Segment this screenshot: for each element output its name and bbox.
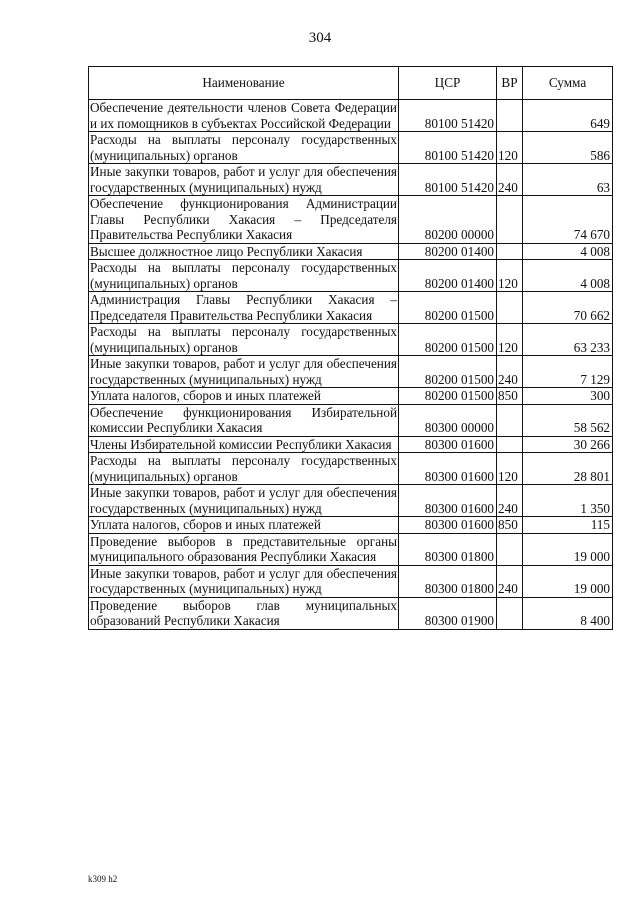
row-sum-cell: 28 801 [523,453,613,485]
row-sum-cell: 586 [523,132,613,164]
row-name-cell: Проведение выборов глав муниципальных образований Республики Хакасия [90,597,397,628]
table-row [89,356,613,388]
header-csr: ЦСР [399,67,497,100]
table-row [89,436,613,453]
row-name-cell: Расходы на выплаты персоналу государственных (муниципальных) органов [90,324,397,355]
table-row [89,260,613,292]
row-csr-cell: 80300 01800 [399,565,497,597]
table-row [89,196,613,244]
row-name-cell: Уплата налогов, сборов и иных платежей [89,388,399,405]
row-sum-cell: 19 000 [523,565,613,597]
row-vr-cell [497,100,523,132]
row-name-cell: Высшее должностное лицо Республики Хакасия [89,243,399,260]
row-sum-cell: 4 008 [523,243,613,260]
row-csr-cell: 80300 01900 [399,597,497,629]
row-sum-cell: 58 562 [523,404,613,436]
table-row [89,324,613,356]
header-sum: Сумма [523,67,613,100]
row-vr-cell: 120 [497,324,523,356]
table-row [89,388,613,405]
row-csr-cell: 80200 01400 [399,243,497,260]
row-csr-cell: 80200 00000 [399,196,497,244]
row-name-cell: Администрация Главы Республики Хакасия – Председателя Правительства Республики Хакасия [90,292,397,323]
row-sum-cell: 30 266 [523,436,613,453]
row-name-cell: Обеспечение функционирования Избирательной комиссии Республики Хакасия [90,404,397,435]
row-vr-cell: 240 [497,164,523,196]
table-body [89,100,613,630]
table-row [89,100,613,132]
row-sum-cell: 1 350 [523,485,613,517]
row-name-cell: Расходы на выплаты персоналу государственных (муниципальных) органов [90,453,397,484]
row-sum-cell: 4 008 [523,260,613,292]
row-name-cell: Иные закупки товаров, работ и услуг для обеспечения государственных (муниципальных) нужд [90,485,397,516]
row-sum-cell: 7 129 [523,356,613,388]
row-vr-cell [497,436,523,453]
row-sum-cell: 8 400 [523,597,613,629]
row-name-cell: Члены Избирательной комиссии Республики Хакасия [89,436,399,453]
row-csr-cell: 80100 51420 [399,132,497,164]
row-name-cell: Иные закупки товаров, работ и услуг для обеспечения государственных (муниципальных) нужд [90,356,397,387]
row-vr-cell [497,243,523,260]
table-row [89,243,613,260]
row-csr-cell: 80300 01800 [399,533,497,565]
table-row [89,292,613,324]
row-name-cell: Расходы на выплаты персоналу государственных (муниципальных) органов [90,260,397,291]
table-row [89,597,613,629]
row-sum-cell: 74 670 [523,196,613,244]
table-row [89,485,613,517]
table-row [89,565,613,597]
row-name-cell: Расходы на выплаты персоналу государственных (муниципальных) органов [90,132,397,163]
row-vr-cell: 240 [497,356,523,388]
row-name-cell: Проведение выборов в представительные органы муниципального образования Республики Хакасия [90,533,397,564]
row-name-cell: Обеспечение функционирования Администрации Главы Республики Хакасия – Председателя Правительства Республики Хакасия [90,196,397,242]
row-vr-cell [497,597,523,629]
row-vr-cell: 120 [497,453,523,485]
budget-table [88,66,613,630]
row-csr-cell: 80200 01500 [399,388,497,405]
row-sum-cell: 300 [523,388,613,405]
row-vr-cell: 850 [497,388,523,405]
row-csr-cell: 80300 01600 [399,453,497,485]
row-csr-cell: 80200 01500 [399,292,497,324]
table-row [89,164,613,196]
row-sum-cell: 19 000 [523,533,613,565]
table-row [89,453,613,485]
table-row [89,533,613,565]
table-header [89,67,613,100]
footer-code: k309 h2 [88,874,118,884]
row-name-cell: Иные закупки товаров, работ и услуг для обеспечения государственных (муниципальных) нужд [90,565,397,596]
row-sum-cell: 70 662 [523,292,613,324]
row-name-cell: Уплата налогов, сборов и иных платежей [89,517,399,534]
row-vr-cell: 240 [497,485,523,517]
row-csr-cell: 80200 01500 [399,356,497,388]
row-csr-cell: 80200 01500 [399,324,497,356]
row-name-cell: Иные закупки товаров, работ и услуг для обеспечения государственных (муниципальных) нужд [90,164,397,195]
row-csr-cell: 80200 01400 [399,260,497,292]
row-csr-cell: 80300 00000 [399,404,497,436]
row-vr-cell: 850 [497,517,523,534]
table-row [89,404,613,436]
header-name: Наименование [89,67,399,100]
row-csr-cell: 80300 01600 [399,517,497,534]
row-sum-cell: 63 233 [523,324,613,356]
row-vr-cell: 120 [497,260,523,292]
row-csr-cell: 80100 51420 [399,164,497,196]
table-row [89,517,613,534]
page-number: 304 [308,30,332,46]
row-vr-cell [497,404,523,436]
header-vr: ВР [497,67,523,100]
row-sum-cell: 63 [523,164,613,196]
row-vr-cell [497,292,523,324]
table-row [89,132,613,164]
header-row [89,67,613,100]
row-csr-cell: 80300 01600 [399,485,497,517]
row-vr-cell [497,196,523,244]
row-name-cell: Обеспечение деятельности членов Совета Федерации и их помощников в субъектах Российской Федерации [90,100,397,131]
row-sum-cell: 649 [523,100,613,132]
row-vr-cell: 120 [497,132,523,164]
row-csr-cell: 80300 01600 [399,436,497,453]
row-csr-cell: 80100 51420 [399,100,497,132]
row-vr-cell: 240 [497,565,523,597]
row-sum-cell: 115 [523,517,613,534]
row-vr-cell [497,533,523,565]
